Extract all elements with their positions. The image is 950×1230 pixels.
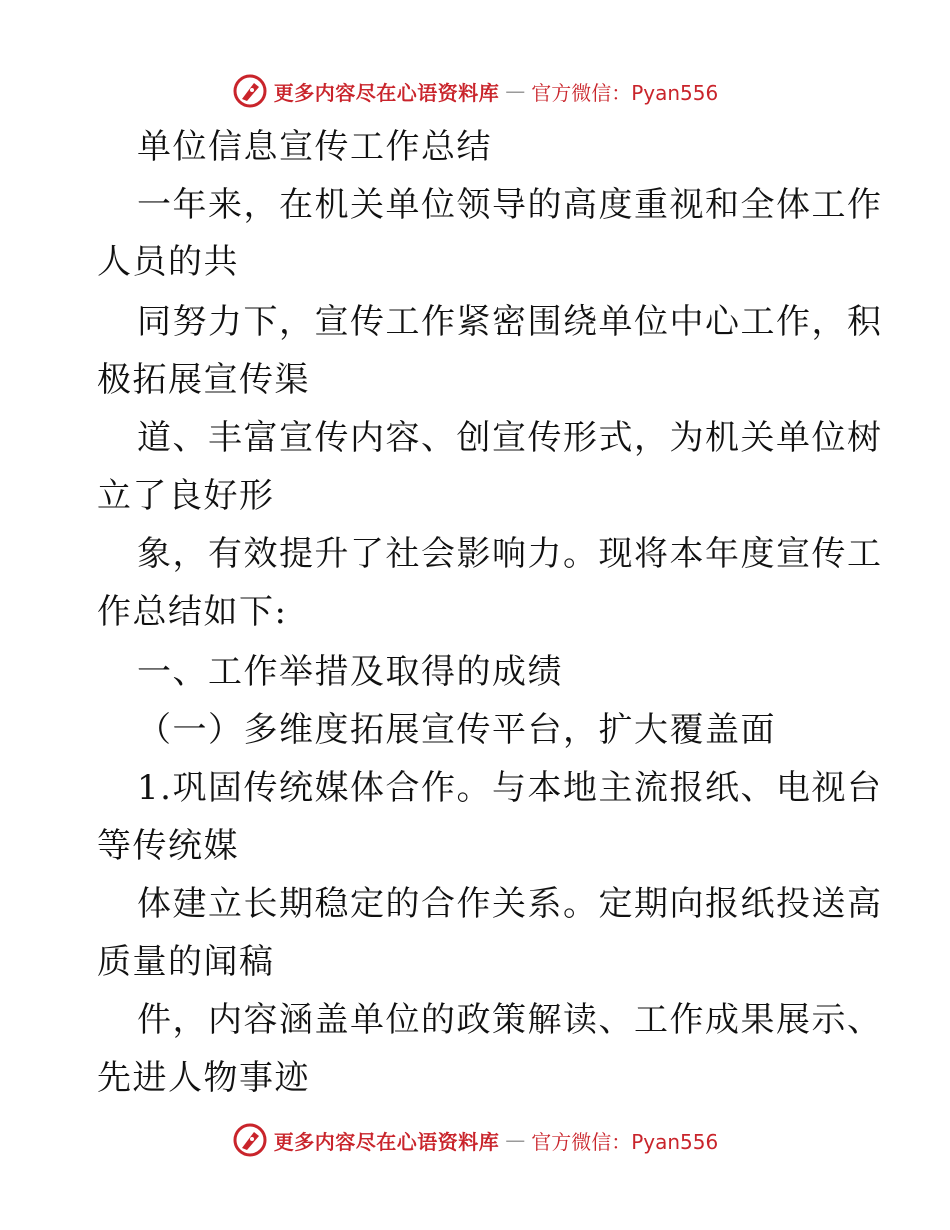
watermark-separator: —: [505, 1128, 526, 1152]
paragraph-line: 人员的共: [97, 242, 239, 282]
paragraph-line: 立了良好形: [97, 476, 275, 516]
paragraph-line: 先进人物事迹: [97, 1058, 310, 1098]
subsection-heading: （一）多维度拓展宣传平台，扩大覆盖面: [137, 710, 776, 750]
watermark-separator: —: [505, 79, 526, 103]
header-watermark: [0, 71, 950, 111]
paragraph-line: 质量的闻稿: [97, 942, 275, 982]
paragraph-line: 同努力下，宣传工作紧密围绕单位中心工作，积: [137, 302, 883, 342]
paragraph-line: 等传统媒: [97, 826, 239, 866]
watermark-contact: 官方微信：Pyan556: [531, 1129, 719, 1154]
paragraph-line: 道、丰富宣传内容、创宣传形式，为机关单位树: [137, 418, 883, 458]
footer-watermark: [0, 1120, 950, 1160]
watermark-brand: 更多内容尽在心语资料库: [273, 1129, 500, 1154]
paragraph-line: 件，内容涵盖单位的政策解读、工作成果展示、: [137, 1000, 883, 1040]
paragraph-line: 体建立长期稳定的合作关系。定期向报纸投送高: [137, 884, 883, 924]
paragraph-line: 象，有效提升了社会影响力。现将本年度宣传工: [137, 534, 883, 574]
watermark-brand: 更多内容尽在心语资料库: [273, 80, 500, 105]
paragraph-line: 一年来，在机关单位领导的高度重视和全体工作: [137, 185, 883, 225]
document-title: 单位信息宣传工作总结: [137, 127, 492, 167]
paragraph-line: 1.巩固传统媒体合作。与本地主流报纸、电视台: [137, 768, 883, 808]
watermark-contact: 官方微信：Pyan556: [531, 80, 719, 105]
paragraph-line: 极拓展宣传渠: [97, 360, 310, 400]
pen-nib-logo-icon: [232, 1122, 268, 1158]
pen-nib-logo-icon: [232, 73, 268, 109]
section-heading: 一、工作举措及取得的成绩: [137, 652, 563, 692]
paragraph-line: 作总结如下:: [97, 592, 288, 632]
